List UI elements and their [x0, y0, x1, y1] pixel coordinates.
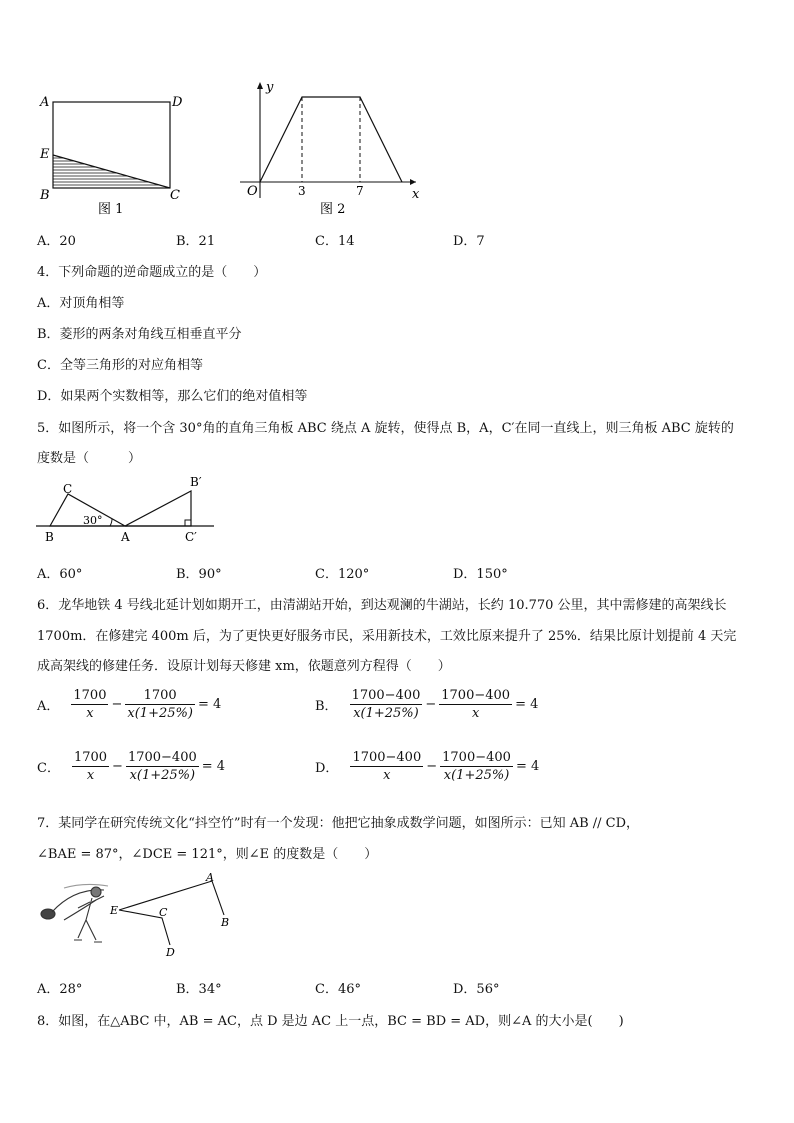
q6-a-rhs: = 4 [197, 697, 222, 712]
q4-option-b[interactable]: B．菱形的两条对角线互相垂直平分 [37, 327, 242, 342]
q6-d-rhs: = 4 [515, 759, 540, 774]
q6-a-fraction-1: $\frac{1700}{x}$ [73, 688, 107, 721]
fig1-label-b: B [40, 188, 50, 203]
q6-option-d[interactable]: D． $\frac{1700-400}{x}$ − $\frac{1700-400}{x(1+25\%)}$ = 4 [315, 750, 540, 783]
q6-stem-line1: 6．龙华地铁 4 号线北延计划如期开工，由清湖站开始，到达观澜的牛湖站，长约 10.770 公里，其中需修建的高架线长 [37, 598, 727, 613]
q7-label-c: C [159, 906, 168, 919]
q4-stem: 4．下列命题的逆命题成立的是（ ） [37, 265, 267, 280]
q6-stem-line3: 成高架线的修建任务．设原计划每天修建 xm，依题意列方程得（ ） [37, 659, 451, 674]
q6-b-rhs: = 4 [515, 697, 539, 712]
fig1-caption: 图 1 [98, 202, 124, 217]
fig1-label-a: A [40, 95, 50, 110]
q5-option-d[interactable]: D．150° [453, 567, 508, 582]
q4-option-c[interactable]: C．全等三角形的对应角相等 [37, 358, 203, 373]
q7-option-d[interactable]: D．56° [453, 982, 500, 997]
q3-option-c[interactable]: C．14 [315, 234, 355, 249]
q7-option-b[interactable]: B．34° [176, 982, 222, 997]
q5-option-a[interactable]: A．60° [37, 567, 83, 582]
q6-option-b[interactable]: B． $\frac{1700-400}{x(1+25\%)}$ − $\frac{1700-400}{x}$ = 4 [315, 688, 539, 721]
q6-option-c[interactable]: C． $\frac{1700}{x}$ − $\frac{1700-400}{x(1+25\%)}$ = 4 [37, 750, 226, 783]
q6-a-fraction-2: $\frac{1700}{x(1+25\%)}$ [127, 688, 193, 721]
q7-stem-line1: 7．某同学在研究传统文化“抖空竹”时有一个发现：他把它抽象成数学问题，如图所示：已知 AB // CD， [37, 816, 640, 831]
fig2-label-y: y [266, 80, 274, 95]
q6-option-d-label: D． [315, 761, 339, 776]
q5-figure [30, 470, 230, 550]
q5-label-c-prime: C′ [185, 530, 197, 544]
q6-option-b-label: B． [315, 699, 338, 714]
q7-label-b: B [221, 916, 230, 929]
fig2-caption: 图 2 [320, 202, 346, 217]
q5-label-b: B [45, 530, 54, 544]
figure-1-rectangle [39, 95, 183, 217]
fig2-tick-7: 7 [356, 184, 364, 198]
q3-figures [30, 78, 430, 220]
q5-label-c: C [63, 482, 73, 496]
q4-option-a[interactable]: A．对顶角相等 [37, 296, 125, 311]
fig2-label-x: x [412, 187, 420, 202]
q4-option-d[interactable]: D．如果两个实数相等，那么它们的绝对值相等 [37, 389, 308, 404]
figure-2-graph [240, 80, 420, 217]
q6-option-c-label: C． [37, 761, 60, 776]
q5-option-b[interactable]: B．90° [176, 567, 222, 582]
q6-option-a-label: A． [37, 699, 60, 714]
q7-label-d: D [166, 946, 175, 959]
fig2-label-origin: O [247, 184, 258, 199]
q6-c-fraction-1: $\frac{1700}{x}$ [73, 750, 108, 783]
q6-d-fraction-1: $\frac{1700-400}{x}$ [352, 750, 422, 783]
q5-angle-label: 30° [83, 514, 103, 527]
q7-option-c[interactable]: C．46° [315, 982, 361, 997]
q5-label-b-prime: B′ [190, 475, 202, 489]
q8-stem: 8．如图，在△ABC 中，AB = AC，点 D 是边 AC 上一点，BC = BD = AD，则∠A 的大小是( ) [37, 1014, 624, 1029]
q5-stem-line2: 度数是（ ） [37, 451, 142, 466]
q6-d-fraction-2: $\frac{1700-400}{x(1+25\%)}$ [442, 750, 511, 783]
q3-option-d[interactable]: D．7 [453, 234, 485, 249]
q7-stem-line2: ∠BAE = 87°，∠DCE = 121°，则∠E 的度数是（ ） [37, 847, 378, 862]
fig1-label-c: C [170, 188, 180, 203]
q6-b-fraction-1: $\frac{1700-400}{x(1+25\%)}$ [351, 688, 421, 721]
q7-option-a[interactable]: A．28° [37, 982, 83, 997]
q6-c-rhs: = 4 [201, 759, 226, 774]
fig2-tick-3: 3 [298, 184, 306, 198]
q6-b-fraction-2: $\frac{1700-400}{x}$ [441, 688, 511, 721]
q5-stem-line1: 5．如图所示，将一个含 30°角的直角三角板 ABC 绕点 A 旋转，使得点 B，A，C′在同一直线上，则三角板 ABC 旋转的 [37, 421, 734, 436]
q6-c-fraction-2: $\frac{1700-400}{x(1+25\%)}$ [127, 750, 197, 783]
diabolo-player-illustration [41, 884, 108, 942]
q5-option-c[interactable]: C．120° [315, 567, 370, 582]
q3-option-a[interactable]: A．20 [37, 234, 76, 249]
q7-label-e: E [110, 904, 119, 917]
q6-stem-line2: 1700m．在修建完 400m 后，为了更快更好服务市民，采用新技术，工效比原来提升了 25%．结果比原计划提前 4 天完 [37, 629, 737, 644]
fig1-label-e: E [40, 147, 50, 162]
fig1-label-d: D [172, 95, 183, 110]
q3-option-b[interactable]: B．21 [176, 234, 216, 249]
q6-option-a[interactable]: A． $\frac{1700}{x}$ − $\frac{1700}{x(1+25\%)}$ = 4 [37, 688, 222, 721]
q7-label-a: A [206, 871, 214, 884]
q7-figure [34, 868, 244, 968]
q5-label-a: A [121, 530, 130, 544]
